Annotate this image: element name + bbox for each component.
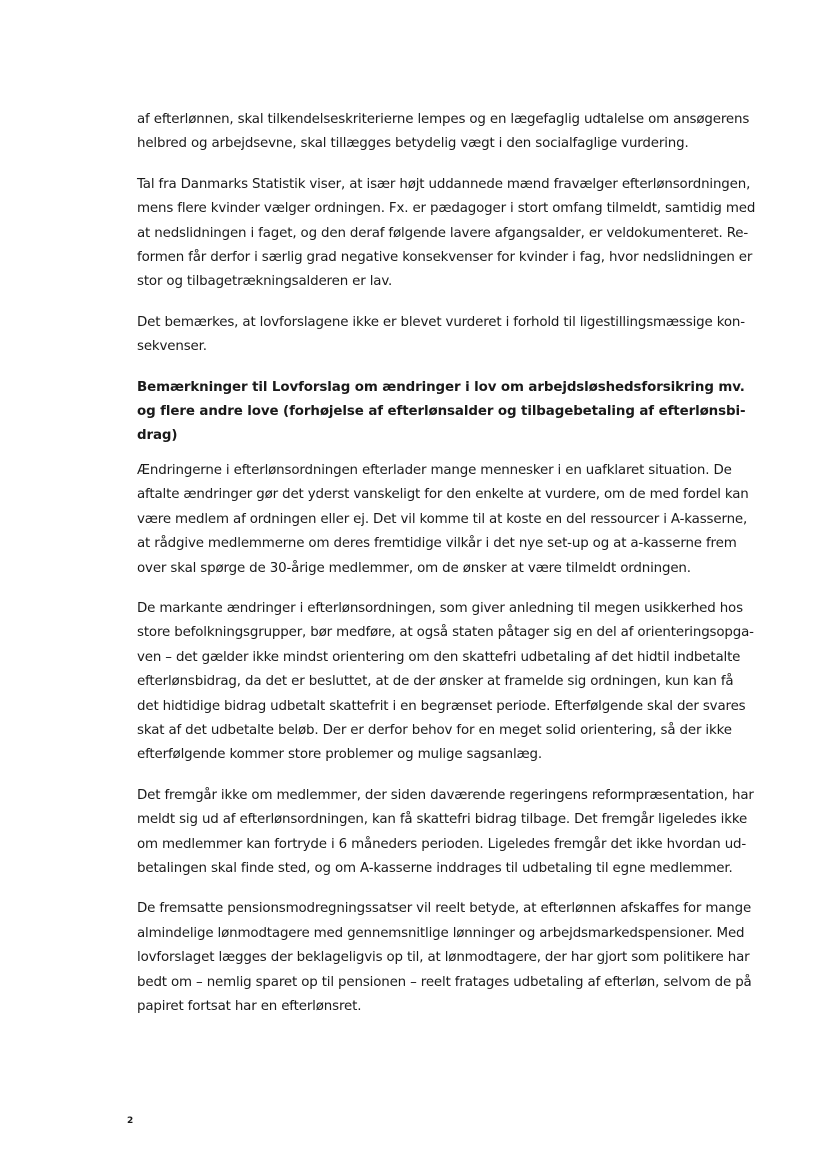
text-line: at rådgive medlemmerne om deres fremtidige vilkår i det nye set-up og at a-kasserne frem xyxy=(137,536,737,552)
text-line: skat af det udbetalte beløb. Der er derfor behov for en meget solid orientering, så der ikke xyxy=(137,722,732,738)
text-line: almindelige lønmodtagere med gennemsnitlige lønninger og arbejdsmarkedspensioner. Med xyxy=(137,925,745,941)
text-line: meldt sig ud af efterlønsordningen, kan få skattefri bidrag tilbage. Det fremgår ligeledes ikke xyxy=(137,812,748,828)
body-paragraph xyxy=(137,311,745,360)
text-line: sekvenser. xyxy=(137,339,207,355)
text-line: De fremsatte pensionsmodregningssatser vil reelt betyde, at efterlønnen afskaffes for mange xyxy=(137,901,752,917)
document-page xyxy=(137,108,756,1035)
text-line: over skal spørge de 30-årige medlemmer, om de ønsker at være tilmeldt ordningen. xyxy=(137,560,691,576)
text-line: betalingen skal finde sted, og om A-kasserne inddrages til udbetaling til egne medlemmer. xyxy=(137,860,733,876)
text-line: det hidtidige bidrag udbetalt skattefrit i en begrænset periode. Efterfølgende skal der svares xyxy=(137,698,746,714)
text-line: papiret fortsat har en efterlønsret. xyxy=(137,999,362,1014)
text-line: Det bemærkes, at lovforslagene ikke er blevet vurderet i forhold til ligestillingsmæssige kon- xyxy=(137,314,745,330)
text-line: Tal fra Danmarks Statistik viser, at især højt uddannede mænd fravælger efterlønsordningen, xyxy=(137,176,751,192)
text-line: og flere andre love (forhøjelse af efterlønsalder og tilbagebetaling af efterlønsbi- xyxy=(137,404,746,420)
text-line: aftalte ændringer gør det yderst vanskeligt for den enkelte at vurdere, om de med fordel kan xyxy=(137,487,749,503)
body-paragraph xyxy=(137,173,756,295)
text-line: De markante ændringer i efterlønsordningen, som giver anledning til megen usikkerhed hos xyxy=(137,600,743,616)
section-heading xyxy=(137,376,746,449)
text-line: ven – det gælder ikke mindst orientering om den skattefri udbetaling af det hidtil indbetalte xyxy=(137,649,741,665)
text-line: Det fremgår ikke om medlemmer, der siden daværende regeringens reformpræsentation, har xyxy=(137,787,754,803)
body-paragraph xyxy=(137,897,752,1019)
body-paragraph xyxy=(137,108,750,157)
text-line: Ændringerne i efterlønsordningen efterlader mange mennesker i en uafklaret situation. De xyxy=(137,462,732,478)
text-line: stor og tilbagetrækningsalderen er lav. xyxy=(137,274,393,290)
text-line: at nedslidningen i faget, og den deraf følgende lavere afgangsalder, er veldokumenteret. Re- xyxy=(137,225,749,241)
text-line: Bemærkninger til Lovforslag om ændringer i lov om arbejdsløshedsforsikring mv. xyxy=(137,379,745,395)
text-line: store befolkningsgrupper, bør medføre, at også staten påtager sig en del af orienteringsopga- xyxy=(137,625,754,641)
text-line: af efterlønnen, skal tilkendelseskriterierne lempes og en lægefaglig udtalelse om ansøgerens xyxy=(137,112,750,127)
text-line: efterlønsbidrag, da det er besluttet, at de der ønsker at framelde sig ordningen, kun kan få xyxy=(137,674,734,690)
text-line: bedt om – nemlig sparet op til pensionen – reelt fratages udbetaling af efterløn, selvom de på xyxy=(137,974,752,990)
text-line: formen får derfor i særlig grad negative konsekvenser for kvinder i fag, hvor nedslidningen er xyxy=(137,250,753,266)
body-paragraph xyxy=(137,784,754,882)
text-line: mens flere kvinder vælger ordningen. Fx. er pædagoger i stort omfang tilmeldt, samtidig med xyxy=(137,201,756,217)
text-line: være medlem af ordningen eller ej. Det vil komme til at koste en del ressourcer i A-kasserne, xyxy=(137,511,748,527)
text-line: helbred og arbejdsevne, skal tillægges betydelig vægt i den socialfaglige vurdering. xyxy=(137,136,689,152)
text-line: om medlemmer kan fortryde i 6 måneders perioden. Ligeledes fremgår det ikke hvordan ud- xyxy=(137,836,747,852)
text-line: drag) xyxy=(137,428,178,444)
page-number: 2 xyxy=(127,1116,134,1126)
body-paragraph xyxy=(137,597,754,768)
body-paragraph xyxy=(137,459,749,581)
text-line: lovforslaget lægges der beklageligvis op til, at lønmodtagere, der har gjort som politikere har xyxy=(137,950,750,966)
text-line: efterfølgende kommer store problemer og mulige sagsanlæg. xyxy=(137,747,542,763)
